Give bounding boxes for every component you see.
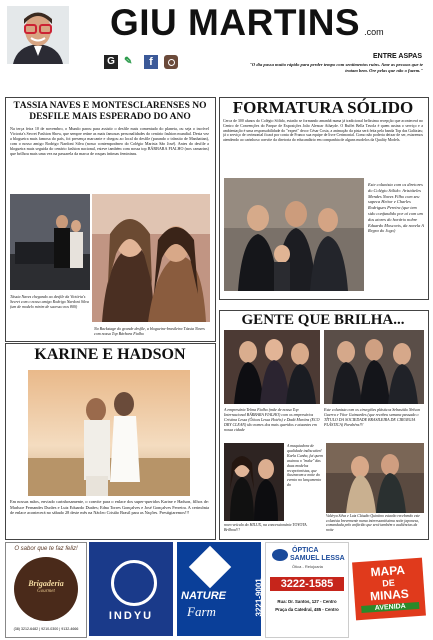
ad-mapa-de-minas[interactable] — [351, 542, 428, 636]
masthead-brand: GIU MARTINS — [110, 2, 361, 43]
surgeons-svg — [324, 330, 424, 404]
article-gente-headline: GENTE QUE BRILHA... — [241, 312, 405, 328]
columnist-portrait — [7, 6, 69, 64]
ad-nature-sub: Farm — [187, 604, 216, 619]
column-quote: "O dia passa muito rápido para perder tempo com sentimentos ruins. Ame as pessoas que te tratam bem. Ore pelas que não o fazem." — [249, 62, 423, 73]
formatura-caption: Este colunista com os diretores do Colégio Sólido: Aristóteles Mendes Naves Filho com seu sapeca Heitor e Charles Rodrigues Pereira (que tem sido confundido por aí com um dos atores do horário nobre Eduardo Moscovis, da novela A Regra do Jogo) — [368, 182, 424, 234]
karla-caption: A maquiadora de qualidade indiscutível Karla Cunha, fui quem assinou o "make" das duas modelos recepcionistas, que ilustraram a noite do evento no lançamento do — [287, 444, 323, 488]
valerya-caption: Valérya Silva e Luiz Cláudio Quintino estavão recebendo este colunista brevemente numa interessantíssima noite japonesa, comandada pelo anfitrião que será também o audiências da noite — [326, 514, 420, 532]
ad-mapa-top: MAPA — [370, 562, 406, 580]
telma-group-caption: A empresária Telma Fialho (mãe de nossa Top Internacional BÁRBARA FIALHO) com os empresários Cristina Lessa (Óticas Lessa Hotéis) e Dadá Martins (ECO DRY CLEAN) tão nomes dos mais queridos e atuantes em nossa cidade — [224, 407, 320, 432]
ad-nature-phone: 3221-9001 — [254, 578, 264, 617]
ad-optica-address-2: Praça da Catedral, 485 - Centro — [275, 607, 339, 612]
valerya-couple-photo — [326, 443, 424, 513]
tassia-arrival-caption: Tássia Naves chegando ao desfile da Victória's Secret com o nosso amigo Rodrigo Nardoni Silva (um de modelo mirim de sucesso nos 80S) — [10, 294, 89, 309]
article-formatura-body: Cerca de 300 alunos do Colégio Sólido, estarão se formando amanhã numa já tradicional belíssima recepção que acontecerá no Centro de Convenções do Parque de Exposições João Alencar Athayde. O Buffet Bella Tavola é quem assina o serviço e a ambientação é uma responsabilidade do "expert" decor César Costa, a animação da pista será feita pela banda Top das Galáxias; já o serviço de cerimonial ficará por conta de Franco sua equipe de livre Cerimonial. Como não poderia deixar de ser, estaremos atendendo ao carinhoso convite da diretoria do educandário em companhia de alguns modelos da Quality Models. — [223, 119, 423, 143]
ad-optica-address-1: Rua: Dr. Santos, 127 - Centro — [277, 599, 337, 604]
vine-icon[interactable]: ✎ — [124, 56, 133, 67]
ad-optica-samuel-lessa[interactable] — [265, 542, 349, 638]
ad-brigaderia-name: Brigaderia — [28, 579, 64, 588]
ad-nature-leaf-icon — [189, 546, 231, 588]
article-karine-body: Em nossas mãos, enviado carinhosamente, o convite para o enlace dos super-queridos Karine e Hadson, filhos de: Marluce Fernandes Durães e Luiz Eduardo Durães; Edna Torres Gonçalves e José Gonçalves Ferreira. A cerimônia de enlace acontecerá no sábado 28 deste mês na Nácleo Cristão Brasil para as Nações. Prestigiaremos!!! — [10, 499, 209, 516]
ad-optica-eye-icon — [272, 549, 288, 561]
article-tassia-headline: TÁSSIA NAVES E MONTESCLARENSES NO DESFILE MAIS ESPERADO DO ANO — [13, 101, 207, 122]
telma-group-photo — [224, 330, 320, 404]
columnist-portrait-svg — [7, 6, 69, 64]
article-tassia-body: Na terça feira 10 de novembro, o Mundo parou para assistir o desfile mais comentado do planeta, ou seja o incrível Victoria's Secret Fashion Show, que sempre reúne as mais famosas personalidades do cenário fashion mundial. Desta vez a blogueira mais famosa do país, foi presença marcante e chegou ao local do desfile (parando o trânsito de Manhattan), com o nosso amigo Rodrigo Nardoni Silva (nosso contemporâneo do Colégio Marista São José). Antes do desfile a blogueira mais seguida do cenário fashion nacional, esteve também com nossa top BÁRBARA FIALHO (nos camarins) que brilhou mais uma vez na passarela da marca de roupas íntimas femininas. — [10, 126, 209, 157]
ad-mapa-de: DE — [381, 577, 396, 589]
karine-hadson-svg — [28, 370, 190, 496]
ad-optica-sub: Ótica - Relojoaria — [292, 564, 323, 569]
hilux-caption: novo veículo do HILUX, na concessionária TOYOTA. Brilhou!!! — [224, 523, 308, 532]
column-title: ENTRE ASPAS — [372, 53, 422, 60]
tassia-backstage-caption: Na Backstage do grande desfile, a blogueira-brasileira Tássia Naves com nossa Top Bárbara Fialho — [94, 326, 205, 336]
ad-optica-name: SAMUEL LESSA — [290, 555, 345, 562]
masthead-logo — [110, 2, 420, 44]
ad-brigaderia-sub: Gourmet — [37, 589, 55, 594]
masthead-domain: .com — [364, 27, 384, 37]
article-formatura-headline: FORMATURA SÓLIDO — [232, 98, 414, 117]
formatura-photo — [224, 178, 364, 291]
article-karine-headline: KARINE E HADSON — [34, 346, 186, 363]
ad-indyu-symbol — [111, 560, 157, 606]
valerya-couple-svg — [326, 443, 424, 513]
google-plus-icon[interactable]: G — [104, 55, 118, 69]
formatura-svg — [224, 178, 364, 291]
ad-indyu[interactable] — [89, 542, 173, 636]
tassia-arrival-svg — [10, 194, 90, 290]
social-icons — [104, 55, 184, 71]
tassia-backstage-photo — [92, 194, 210, 322]
ad-brigaderia-tagline: O sabor que te faz feliz! — [14, 546, 78, 552]
ad-mapa-tag: AVENIDA — [361, 602, 419, 613]
tassia-backstage-svg — [92, 194, 210, 322]
facebook-icon[interactable]: f — [144, 55, 158, 69]
ad-nature-name: NATURE — [181, 590, 227, 602]
surgeons-photo — [324, 330, 424, 404]
ad-brigaderia-logo — [14, 557, 78, 621]
ad-mapa-minas: MINAS — [369, 586, 410, 604]
ad-nature-farm[interactable] — [177, 542, 264, 636]
karine-hadson-photo — [28, 370, 190, 496]
instagram-icon[interactable] — [164, 55, 178, 69]
ad-brigaderia[interactable] — [5, 542, 87, 638]
karla-models-photo — [224, 443, 284, 521]
karla-models-svg — [224, 443, 284, 521]
surgeons-caption: Este colunista com os cirurgiões plásticos Sebastião Nelson Guerra e Vítor Guimarães (que recebeu semana passada o TÍTULO DA SOCIEDADE BRASILEIRA DE CIRURGIA PLÁSTICA) Parabéns!!! — [324, 407, 420, 427]
ad-optica-phone: 3222-1585 — [270, 577, 344, 591]
telma-group-svg — [224, 330, 320, 404]
ad-brigaderia-phone: (38) 3212-6482 | 9210-0300 | 9132-4666 — [13, 627, 79, 631]
ad-indyu-name: INDYU — [108, 610, 154, 622]
ad-optica-top: ÓPTICA — [292, 547, 319, 554]
ad-mapa-badge — [352, 558, 426, 621]
tassia-arrival-photo — [10, 194, 90, 290]
